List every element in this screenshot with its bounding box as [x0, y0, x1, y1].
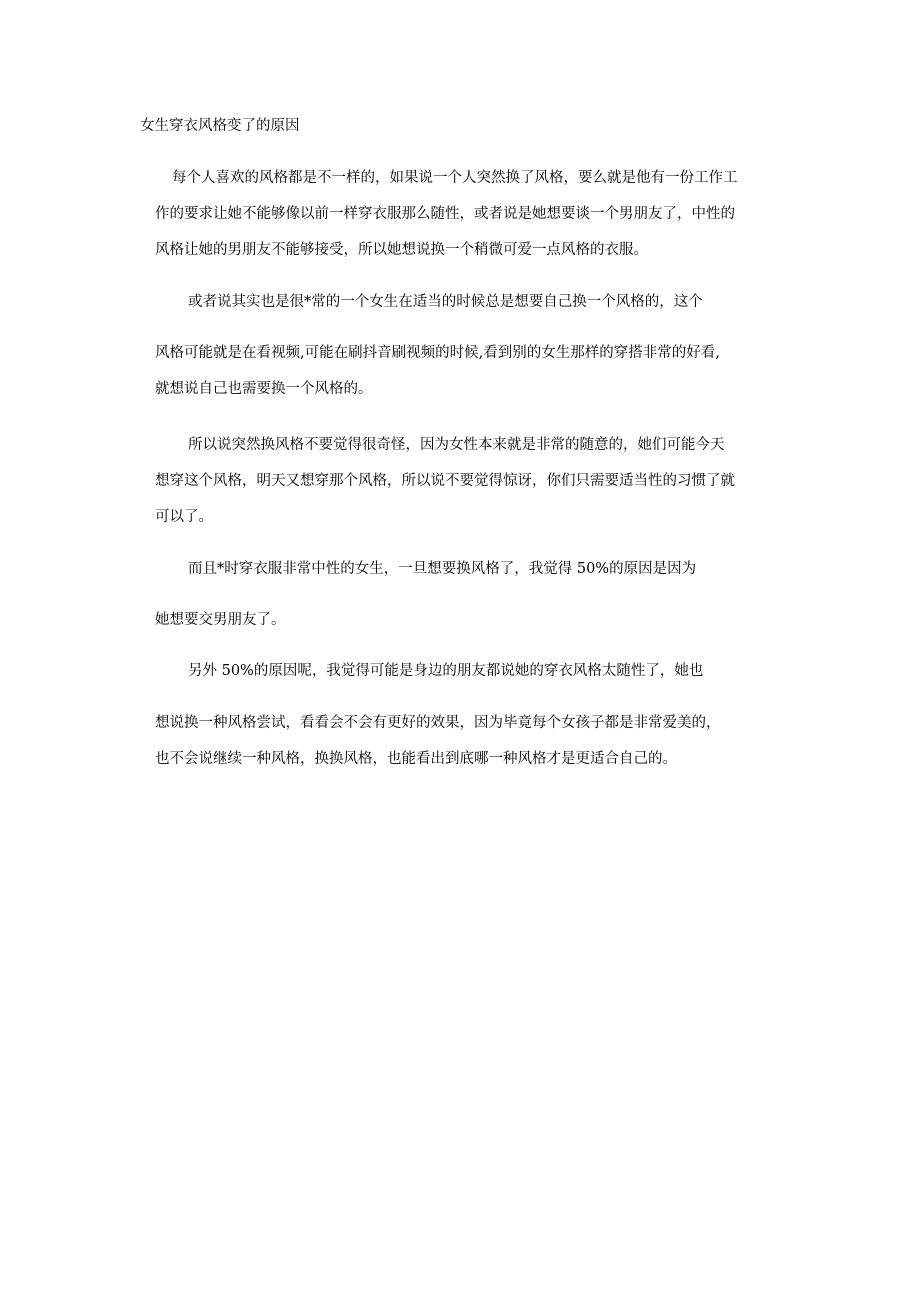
paragraph-1-line-3: 风格让她的男朋友不能够接受，所以她想说换一个稍微可爱一点风格的衣服。 — [155, 242, 648, 258]
paragraph-3-line-1: 所以说突然换风格不要觉得很奇怪，因为女性本来就是非常的随意的，她们可能今天 — [188, 437, 725, 453]
paragraph-1-line-1: 每个人喜欢的风格都是不一样的，如果说一个人突然换了风格，要么就是他有一份工作工 — [172, 170, 738, 186]
paragraph-1-line-2: 作的要求让她不能够像以前一样穿衣服那么随性，或者说是她想要谈一个男朋友了，中性的 — [155, 206, 735, 222]
paragraph-3-line-2: 想穿这个风格，明天又想穿那个风格，所以说不要觉得惊讶，你们只需要适当性的习惯了就 — [155, 473, 735, 489]
paragraph-3-line-3: 可以了。 — [155, 509, 213, 525]
paragraph-2-line-2: 风格可能就是在看视频,可能在刷抖音刷视频的时候,看到别的女生那样的穿搭非常的好看, — [155, 345, 720, 361]
paragraph-4-line-2: 她想要交男朋友了。 — [155, 612, 286, 628]
paragraph-5-line-2: 想说换一种风格尝试，看看会不会有更好的效果，因为毕竟每个女孩子都是非常爱美的， — [155, 715, 721, 731]
paragraph-4-line-1: 而且*时穿衣服非常中性的女生，一旦想要换风格了，我觉得 50%的原因是因为 — [188, 561, 697, 577]
paragraph-2-line-1: 或者说其实也是很*常的一个女生在适当的时候总是想要自己换一个风格的，这个 — [188, 294, 703, 310]
paragraph-2-line-3: 就想说自己也需要换一个风格的。 — [155, 381, 373, 397]
document-title: 女生穿衣风格变了的原因 — [140, 118, 300, 134]
paragraph-5-line-1: 另外 50%的原因呢，我觉得可能是身边的朋友都说她的穿衣风格太随性了，她也 — [188, 663, 704, 679]
paragraph-5-line-3: 也不会说继续一种风格，换换风格，也能看出到底哪一种风格才是更适合自己的。 — [155, 751, 677, 767]
